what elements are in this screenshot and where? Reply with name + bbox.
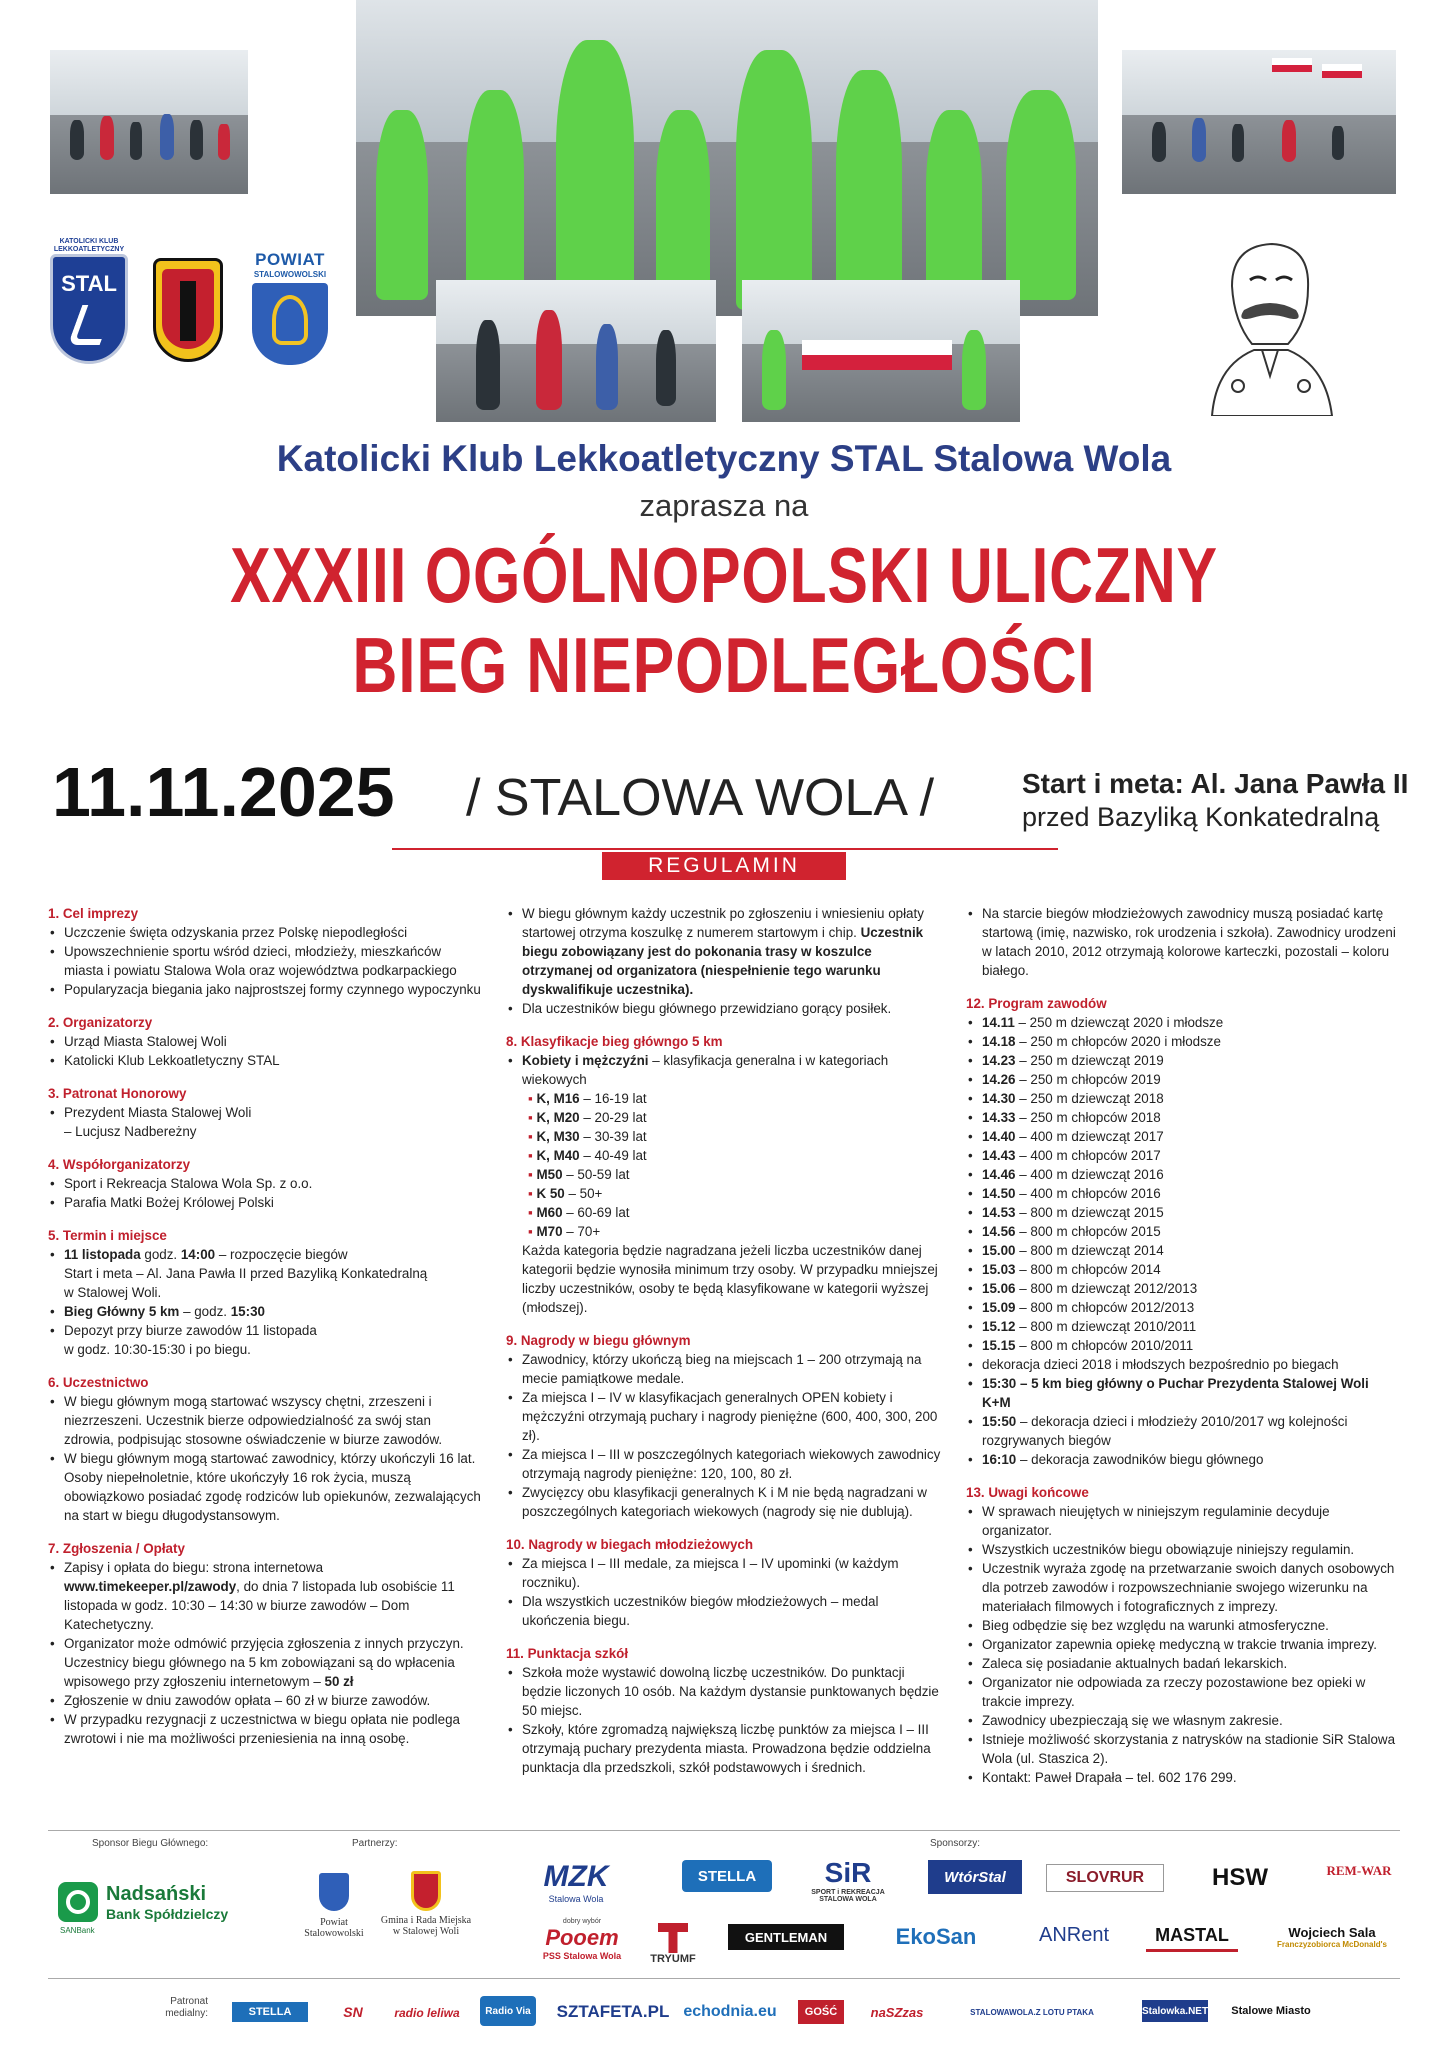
sponsor-remwar: REM-WAR: [1326, 1863, 1392, 1878]
program-item: • 14.43 – 400 m chłopców 2017: [966, 1146, 1396, 1165]
media-gosc: GOŚĆ: [798, 2000, 844, 2024]
media-sn: SN: [343, 2004, 363, 2020]
regulations-column-1: [48, 904, 484, 1762]
program-item: • 14.53 – 800 m dziewcząt 2015: [966, 1203, 1396, 1222]
program-item: • 15.03 – 800 m chłopców 2014: [966, 1260, 1396, 1279]
category-item: ▪ M70 – 70+: [506, 1222, 946, 1241]
program-item: • 14.26 – 250 m chłopców 2019: [966, 1070, 1396, 1089]
media-radio-leliwa: radio leliwa: [394, 2006, 460, 2020]
sponsor-slovrur: SLOVRUR: [1046, 1864, 1164, 1892]
section-school-points: 11. Punktacja szkół • Szkoła może wystawić dowolną liczbę uczestników. Do punktacji będzie liczonych 10 osób. Na każdym dystansie punktowanych będzie 50 miejsc. • Szkoły, które zgromadzą największą liczbę punktów za miejsca I – III otrzymają puchary prezydenta miasta. Prowadzona będzie oddzielna punktacja dla przedszkoli, szkół podstawowych i średnich.: [506, 1644, 946, 1777]
main-sponsor-label: Sponsor Biegu Głównego:: [92, 1838, 209, 1849]
registration-link[interactable]: www.timekeeper.pl/zawody: [64, 1579, 237, 1594]
section-classifications: 8. Klasyfikacje bieg główngo 5 km • Kobiety i mężczyźni – klasyfikacja generalna i w kategoriach wiekowych ▪ K, M16 – 16-19 lat ▪ K, M20 – 20-29 lat ▪ K, M30 – 30-39 lat ▪ K, M40 – 40-49 lat ▪ M50 – 50-59 lat ▪ K 50 – 50+ ▪ M60 – 60-69 lat ▪ M70 – 70+ Każda kategoria będzie nagradzana jeżeli liczba uczestników danej kategorii będzie wynosiła minimum trzy osoby. W przypadku mniejszej liczby uczestników, osoby te będą klasyfikowane w kategorii wyższej (młodszej).: [506, 1032, 946, 1317]
program-item: • 14.18 – 250 m chłopców 2020 i młodsze: [966, 1032, 1396, 1051]
powiat-crest-small: [319, 1873, 349, 1911]
media-stella: STELLA: [232, 2002, 308, 2022]
event-city: / STALOWA WOLA /: [466, 769, 935, 827]
program-item: • 15.15 – 800 m chłopców 2010/2011: [966, 1336, 1396, 1355]
program-item: • 14.30 – 250 m dziewcząt 2018: [966, 1089, 1396, 1108]
sponsor-mzk: MZK Stalowa Wola: [543, 1860, 609, 1904]
media-stalowka-net: Stalowka.NET: [1142, 2000, 1208, 2022]
event-date: 11.11.2025: [52, 753, 395, 831]
regulations-column-2: [506, 904, 946, 1791]
program-item: • 14.40 – 400 m dziewcząt 2017: [966, 1127, 1396, 1146]
sponsor-wojciech-sala: Wojciech Sala Franczyzobiorca McDonald's: [1277, 1925, 1387, 1949]
photo-kids-run-left: [50, 50, 248, 194]
stalowa-wola-crest: [153, 258, 223, 362]
media-label: Patronat medialny:: [165, 1996, 208, 2019]
sponsor-anrent: ANRent: [1038, 1923, 1110, 1946]
tryumf-icon: [658, 1923, 688, 1953]
pilsudski-portrait-illustration: [1192, 226, 1344, 416]
media-stalowawola-z-lotu-ptaka: STALOWAWOLA.Z LOTU PTAKA: [970, 2007, 1094, 2017]
program-item: • 15.12 – 800 m dziewcząt 2010/2011: [966, 1317, 1396, 1336]
section-goals: 1. Cel imprezy • Uczczenie święta odzyskania przez Polskę niepodległości • Upowszechnienie sportu wśród dzieci, młodzieży, mieszkańców miasta i powiatu Stalowa Wola oraz województwa podkarpackiego • Popularyzacja biegania jako najprostszej formy czynnego wypoczynku: [48, 904, 484, 999]
program-item: • 15.09 – 800 m chłopców 2012/2013: [966, 1298, 1396, 1317]
sponsor-stella: STELLA: [682, 1860, 772, 1892]
sanbank-tag: SANBank: [60, 1926, 95, 1935]
section-participation: 6. Uczestnictwo • W biegu głównym mogą startować wszyscy chętni, zrzeszeni i niezrzeszeni. Uczestnik bierze odpowiedzialność za swój stan zdrowia, podpisując stosowne oświadczenie w biurze zawodów. • W biegu głównym mogą startować zawodnicy, którzy ukończyli 16 lat. Osoby niepełnoletnie, które ukończyły 16 rok życia, muszą obowiązkowo posiadać zgodę rodziców lub opiekunów, zezwalających na start w biegu długodystansowym.: [48, 1373, 484, 1525]
divider-line: [392, 848, 1058, 850]
program-item: • 14.56 – 800 m chłopców 2015: [966, 1222, 1396, 1241]
section-date-place: 5. Termin i miejsce • 11 listopada godz. 14:00 – rozpoczęcie biegów Start i meta – Al. Jana Pawła II przed Bazyliką Konkatedralną w Stalowej Woli. • Bieg Główny 5 km – godz. 15:30 • Depozyt przy biurze zawodów 11 listopada w godz. 10:30-15:30 i po biegu.: [48, 1226, 484, 1359]
photo-flag-march: [742, 280, 1020, 422]
section-main-prizes: 9. Nagrody w biegu głównym • Zawodnicy, którzy ukończą bieg na miejscach 1 – 200 otrzymają na mecie pamiątkowe medale. • Za miejsca I – IV w klasyfikacjach generalnych OPEN kobiety i mężczyźni otrzymają puchary i nagrody pieniężne (600, 400, 300, 200 zł). • Za miejsca I – III w poszczególnych kategoriach wiekowych zawodnicy otrzymają nagrody pieniężne: 120, 100, 80 zł. • Zwycięzcy obu klasyfikacji generalnych K i M nie będą nagradzani w poszczególnych kategoriach wiekowych (nagrody się nie dublują).: [506, 1331, 946, 1521]
category-item: ▪ K, M16 – 16-19 lat: [506, 1089, 946, 1108]
photo-children-race: [436, 280, 716, 422]
invite-text: zaprasza na: [639, 488, 809, 523]
partners-label: Partnerzy:: [352, 1838, 398, 1849]
program-item: • 15.06 – 800 m dziewcząt 2012/2013: [966, 1279, 1396, 1298]
program-item: • 14.50 – 400 m chłopców 2016: [966, 1184, 1396, 1203]
organizer-club-name: Katolicki Klub Lekkoatletyczny STAL Stalowa Wola: [276, 438, 1172, 479]
program-item: • 15.00 – 800 m dziewcząt 2014: [966, 1241, 1396, 1260]
media-echodnia: echodnia.eu: [683, 2003, 777, 2020]
media-stalowe-miasto: Stalowe Miasto: [1231, 2005, 1311, 2017]
sponsor-wtorstal: WtórStal: [928, 1860, 1022, 1894]
photo-main-runners: [356, 0, 1098, 316]
powiat-crest: POWIAT STALOWOWOLSKI: [248, 250, 332, 370]
category-item: ▪ M50 – 50-59 lat: [506, 1165, 946, 1184]
event-title-line2: BIEG NIEPODLEGŁOŚCI: [352, 621, 1096, 709]
regulations-column-3: [966, 904, 1396, 1801]
program-item: • 14.23 – 250 m dziewcząt 2019: [966, 1051, 1396, 1070]
nadsanski-bank-logo: Nadsański Bank Spółdzielczy: [58, 1874, 248, 1930]
category-item: ▪ K 50 – 50+: [506, 1184, 946, 1203]
program-item: • 14.33 – 250 m chłopców 2018: [966, 1108, 1396, 1127]
start-location-line1: Start i meta: Al. Jana Pawła II: [1022, 768, 1409, 799]
section-registration-fees: 7. Zgłoszenia / Opłaty • Zapisy i opłata do biegu: strona internetowa www.timekeeper.pl/zawody, do dnia 7 listopada lub osobiście 11 listopada w godz. 10:30 – 14:30 w biurze zawodów – Dom Katechetyczny. • Organizator może odmówić przyjęcia zgłoszenia z innych przyczyn. Uczestnicy biegu głównego na 5 km zobowiązani są do wpłacenia wpisowego przy zgłoszeniu internetowym – 50 zł • Zgłoszenie w dniu zawodów opłata – 60 zł w biurze zawodów. • W przypadku rezygnacji z uczestnictwa w biegu opłata nie podlega zwrotowi i nie ma możliwości przeniesienia na inną osobę.: [48, 1539, 484, 1748]
section-final-notes: 13. Uwagi końcowe • W sprawach nieujętych w niniejszym regulaminie decyduje organizator. • Wszystkich uczestników biegu obowiązuje niniejszy regulamin. • Uczestnik wyraża zgodę na przetwarzanie swoich danych osobowych dla potrzeb zawodów i rozpowszechnianie swojego wizerunku na materiałach filmowych i fotograficznych z imprezy. • Bieg odbędzie się bez względu na warunki atmosferyczne. • Organizator zapewnia opiekę medyczną w trakcie trwania imprezy. • Zaleca się posiadanie aktualnych badań lekarskich. • Organizator nie odpowiada za rzeczy pozostawione bez opieki w trakcie imprezy. • Zawodnicy ubezpieczają się we własnym zakresie. • Istnieje możliwość skorzystania z natrysków na stadionie SiR Stalowa Wola (ul. Staszica 2). • Kontakt: Paweł Drapała – tel. 602 176 299.: [966, 1483, 1396, 1787]
section-participation-cont: • W biegu głównym każdy uczestnik po zgłoszeniu i wniesieniu opłaty startowej otrzyma koszulkę z numerem startowym i chip. Uczestnik biegu zobowiązany jest do pokonania trasy w koszulce otrzymanej od organizatora (niespełnienie tego warunku dyskwalifikuje uczestnika). • Dla uczestników biegu głównego przewidziano gorący posiłek.: [506, 904, 946, 1018]
category-item: ▪ M60 – 60-69 lat: [506, 1203, 946, 1222]
category-item: ▪ K, M40 – 40-49 lat: [506, 1146, 946, 1165]
section-program: 12. Program zawodów • 14.11 – 250 m dziewcząt 2020 i młodsze • 14.18 – 250 m chłopców 2020 i młodsze • 14.23 – 250 m dziewcząt 2019 • 14.26 – 250 m chłopców 2019 • 14.30 – 250 m dziewcząt 2018 • 14.33 – 250 m chłopców 2018 • 14.40 – 400 m dziewcząt 2017 • 14.43 – 400 m chłopców 2017 • 14.46 – 400 m dziewcząt 2016 • 14.50 – 400 m chłopców 2016 • 14.53 – 800 m dziewcząt 2015 • 14.56 – 800 m chłopców 2015 • 15.00 – 800 m dziewcząt 2014 • 15.03 – 800 m chłopców 2014 • 15.06 – 800 m dziewcząt 2012/2013 • 15.09 – 800 m chłopców 2012/2013 • 15.12 – 800 m dziewcząt 2010/2011 • 15.15 – 800 m chłopców 2010/2011 • dekoracja dzieci 2018 i młodszych bezpośrednio po biegach • 15:30 – 5 km bieg główny o Puchar Prezydenta Stalowej Woli K+M • 15:50 – dekoracja dzieci i młodzieży 2010/2017 wg kolejności rozgrywanych biegów • 16:10 – dekoracja zawodników biegu głównego: [966, 994, 1396, 1469]
partner-gmina: Gmina i Rada Miejska w Stalowej Woli: [378, 1852, 474, 1956]
sponsor-hsw: HSW: [1212, 1864, 1268, 1891]
category-item: ▪ K, M20 – 20-29 lat: [506, 1108, 946, 1127]
media-sztafeta: SZTAFETA.PL: [556, 2002, 670, 2021]
section-organizers: 2. Organizatorzy • Urząd Miasta Stalowej Woli • Katolicki Klub Lekkoatletyczny STAL: [48, 1013, 484, 1070]
bank-icon: [58, 1882, 98, 1922]
sponsors-divider: [48, 1830, 1400, 1831]
sponsor-sir: SiR SPORT i REKREACJA STALOWA WOLA: [811, 1857, 885, 1903]
media-nasz-czas: naSZzas: [870, 2004, 924, 2020]
media-divider: [48, 1978, 1400, 1979]
section-patronage: 3. Patronat Honorowy • Prezydent Miasta Stalowej Woli – Lucjusz Nadbereżny: [48, 1084, 484, 1141]
program-item: • 14.46 – 400 m dziewcząt 2016: [966, 1165, 1396, 1184]
section-youth-start-cards: • Na starcie biegów młodzieżowych zawodnicy muszą posiadać kartę startową (imię, nazwisko, rok urodzenia i szkoła). Zawodnicy urodzeni w latach 2010, 2012 otrzymają kolorowe karteczki, pozostali – koloru białego.: [966, 904, 1396, 980]
section-coorganizers: 4. Współorganizatorzy • Sport i Rekreacja Stalowa Wola Sp. z o.o. • Parafia Matki Bożej Królowej Polski: [48, 1155, 484, 1212]
sponsor-ekosan: EkoSan: [895, 1924, 977, 1949]
partner-powiat: Powiat Stalowowolski: [296, 1856, 372, 1956]
gmina-crest-small: [411, 1871, 441, 1911]
start-location-line2: przed Bazyliką Konkatedralną: [1022, 802, 1380, 832]
event-title-line1: XXXIII OGÓLNOPOLSKI ULICZNY: [230, 531, 1218, 619]
stal-club-logo: KATOLICKI KLUB LEKKOATLETYCZNY STAL: [50, 254, 128, 364]
sponsor-gentleman: GENTLEMAN: [728, 1924, 844, 1950]
sponsor-mastal: MASTAL: [1146, 1922, 1238, 1952]
regulamin-banner: REGULAMIN: [602, 852, 846, 880]
category-item: ▪ K, M30 – 30-39 lat: [506, 1127, 946, 1146]
program-item: • 14.11 – 250 m dziewcząt 2020 i młodsze: [966, 1013, 1396, 1032]
sponsors-label: Sponsorzy:: [930, 1838, 981, 1849]
sponsor-pss-spolem: dobry wybór Pooem PSS Stalowa Wola: [542, 1917, 622, 1961]
photo-kids-run-right: [1122, 50, 1396, 194]
section-youth-prizes: 10. Nagrody w biegach młodzieżowych • Za miejsca I – III medale, za miejsca I – IV upominki (w każdym roczniku). • Dla wszystkich uczestników biegów młodzieżowych – medal ukończenia biegu.: [506, 1535, 946, 1630]
media-radio-via: Radio Via: [480, 1996, 536, 2026]
sponsor-tryumf: TRYUMF: [640, 1916, 706, 1972]
